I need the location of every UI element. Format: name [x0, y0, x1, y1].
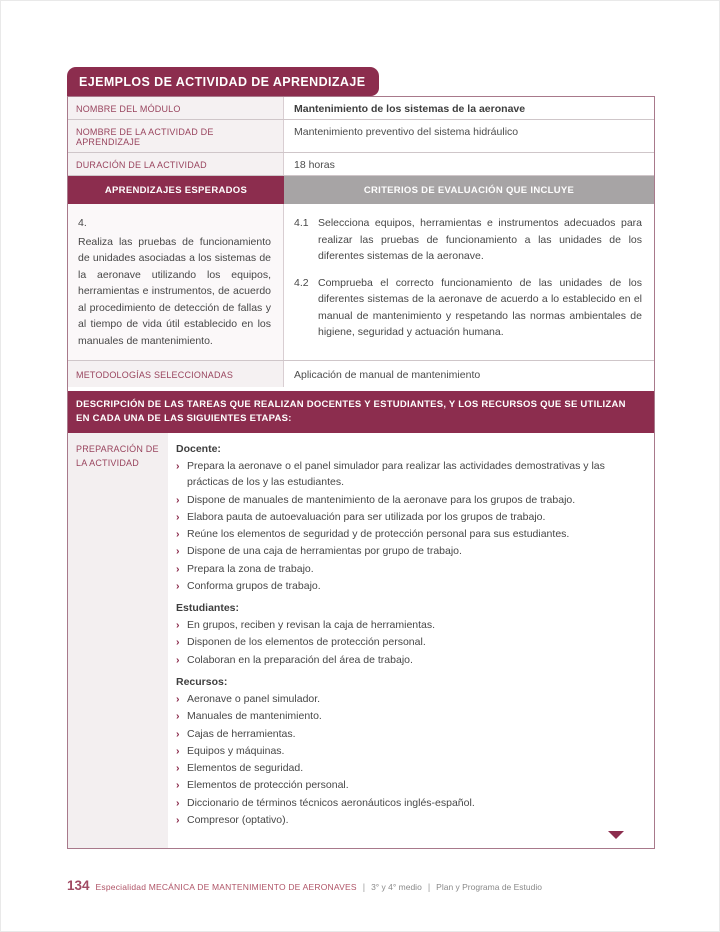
students-heading: Estudiantes: [176, 602, 240, 615]
list-item [176, 691, 640, 707]
list-item-text: Equipos y máquinas. [187, 744, 285, 757]
expected-learning-header: APRENDIZAJES ESPERADOS [68, 176, 284, 204]
bullet-icon: › [176, 510, 180, 523]
bullet-icon: › [176, 692, 180, 705]
criterion-item [294, 215, 642, 265]
duration-label: DURACIÓN DE LA ACTIVIDAD [68, 153, 284, 175]
specialty-label: Especialidad MECÁNICA DE MANTENIMIENTO DE AERONAVES [95, 882, 357, 892]
page-content [67, 67, 655, 849]
list-item [176, 760, 640, 776]
bullet-icon: › [176, 619, 180, 632]
learning-text: Realiza las pruebas de funcionamiento de unidades asociadas a los sistemas de la aeronave utilizando los equipos, herramientas e instrumentos, de acuerdo al procedimiento de detección de fallas y al tiempo de vida útil establecido en los manuales de mantenimiento. [78, 235, 271, 348]
table-row [68, 120, 654, 153]
criterion-text: Comprueba el correcto funcionamiento de las unidades de los diferentes sistemas de la aeronave de acuerdo a lo establecido en el manual de mantenimiento y respetando las normas ambientales de higiene, seguridad y actuación humana. [318, 276, 642, 339]
methodologies-value: Aplicación de manual de mantenimiento [284, 361, 654, 387]
list-item [176, 777, 640, 793]
list-item-text: Conforma grupos de trabajo. [187, 579, 321, 592]
list-item-text: Disponen de los elementos de protección personal. [187, 636, 426, 649]
continuation-arrow-icon [608, 831, 624, 839]
learning-number: 4. [78, 217, 87, 229]
evaluation-criteria-cell [284, 204, 654, 360]
page-footer [67, 878, 542, 893]
list-item-text: Elementos de seguridad. [187, 762, 304, 775]
preparation-content [168, 433, 654, 848]
expected-learning-cell [68, 204, 284, 360]
table-row [68, 97, 654, 120]
list-item [176, 543, 640, 559]
list-item-text: Prepara la aeronave o el panel simulador para realizar las actividades demostrativas y las prácticas de los y las estudiantes. [187, 460, 605, 489]
list-item-text: Elabora pauta de autoevaluación para ser utilizada por los grupos de trabajo. [187, 510, 546, 523]
resources-heading: Recursos: [176, 675, 228, 688]
teacher-heading: Docente: [176, 443, 221, 456]
duration-value: 18 horas [284, 153, 654, 175]
list-item [176, 492, 640, 508]
list-item [176, 726, 640, 742]
list-item-text: Diccionario de términos técnicos aeronáuticos inglés-español. [187, 796, 475, 809]
learning-content-row [68, 204, 654, 360]
list-item-text: Elementos de protección personal. [187, 779, 349, 792]
table-row [68, 360, 654, 387]
preparation-stage-label: PREPARACIÓN DE LA ACTIVIDAD [68, 433, 168, 848]
column-headers [68, 176, 654, 204]
list-item [176, 526, 640, 542]
bullet-icon: › [176, 744, 180, 757]
footer-separator: | [362, 882, 366, 892]
page-number: 134 [67, 878, 90, 893]
criterion-item [294, 275, 642, 341]
list-item-text: Colaboran en la preparación del área de trabajo. [187, 653, 413, 666]
footer-separator: | [427, 882, 431, 892]
module-name-value: Mantenimiento de los sistemas de la aeronave [284, 97, 654, 119]
list-item [176, 812, 640, 828]
bullet-icon: › [176, 813, 180, 826]
list-item [176, 743, 640, 759]
table-row [68, 153, 654, 176]
bullet-icon: › [176, 762, 180, 775]
program-label: Plan y Programa de Estudio [436, 882, 542, 892]
criterion-number: 4.1 [294, 217, 309, 229]
teacher-task-list [176, 458, 640, 594]
list-item [176, 795, 640, 811]
methodologies-label: METODOLOGÍAS SELECCIONADAS [68, 361, 284, 387]
resources-list [176, 691, 640, 828]
bullet-icon: › [176, 528, 180, 541]
bullet-icon: › [176, 562, 180, 575]
list-item-text: Reúne los elementos de seguridad y de protección personal para sus estudiantes. [187, 528, 570, 541]
list-item [176, 509, 640, 525]
list-item [176, 458, 640, 491]
bullet-icon: › [176, 710, 180, 723]
grade-label: 3° y 4° medio [371, 882, 422, 892]
list-item [176, 708, 640, 724]
bullet-icon: › [176, 460, 180, 473]
bullet-icon: › [176, 636, 180, 649]
list-item-text: Dispone de manuales de mantenimiento de la aeronave para los grupos de trabajo. [187, 493, 576, 506]
bullet-icon: › [176, 493, 180, 506]
list-item [176, 652, 640, 668]
list-item-text: Aeronave o panel simulador. [187, 692, 321, 705]
evaluation-criteria-header: CRITERIOS DE EVALUACIÓN QUE INCLUYE [284, 176, 654, 204]
bullet-icon: › [176, 579, 180, 592]
continuation-indicator [176, 829, 640, 844]
students-task-list [176, 617, 640, 668]
list-item-text: En grupos, reciben y revisan la caja de herramientas. [187, 619, 436, 632]
list-item-text: Prepara la zona de trabajo. [187, 562, 314, 575]
bullet-icon: › [176, 779, 180, 792]
module-name-label: NOMBRE DEL MÓDULO [68, 97, 284, 119]
preparation-row [68, 433, 654, 848]
bullet-icon: › [176, 727, 180, 740]
activity-table [67, 96, 655, 849]
list-item-text: Manuales de mantenimiento. [187, 710, 322, 723]
activity-name-value: Mantenimiento preventivo del sistema hidráulico [284, 120, 654, 152]
bullet-icon: › [176, 653, 180, 666]
list-item [176, 634, 640, 650]
bullet-icon: › [176, 545, 180, 558]
criterion-number: 4.2 [294, 276, 309, 289]
list-item-text: Cajas de herramientas. [187, 727, 296, 740]
bullet-icon: › [176, 796, 180, 809]
list-item-text: Dispone de una caja de herramientas por grupo de trabajo. [187, 545, 462, 558]
criterion-text: Selecciona equipos, herramientas e instrumentos adecuados para realizar las pruebas de funcionamiento a las unidades de los diferentes sistemas de la aeronave. [318, 217, 642, 263]
list-item-text: Compresor (optativo). [187, 813, 289, 826]
list-item [176, 578, 640, 594]
activity-name-label: NOMBRE DE LA ACTIVIDAD DE APRENDIZAJE [68, 120, 284, 152]
section-title-badge: EJEMPLOS DE ACTIVIDAD DE APRENDIZAJE [67, 67, 379, 96]
list-item [176, 561, 640, 577]
list-item [176, 617, 640, 633]
tasks-description-band: DESCRIPCIÓN DE LAS TAREAS QUE REALIZAN DOCENTES Y ESTUDIANTES, Y LOS RECURSOS QUE SE UTILIZAN EN CADA UNA DE LAS SIGUIENTES ETAPAS: [68, 391, 654, 433]
